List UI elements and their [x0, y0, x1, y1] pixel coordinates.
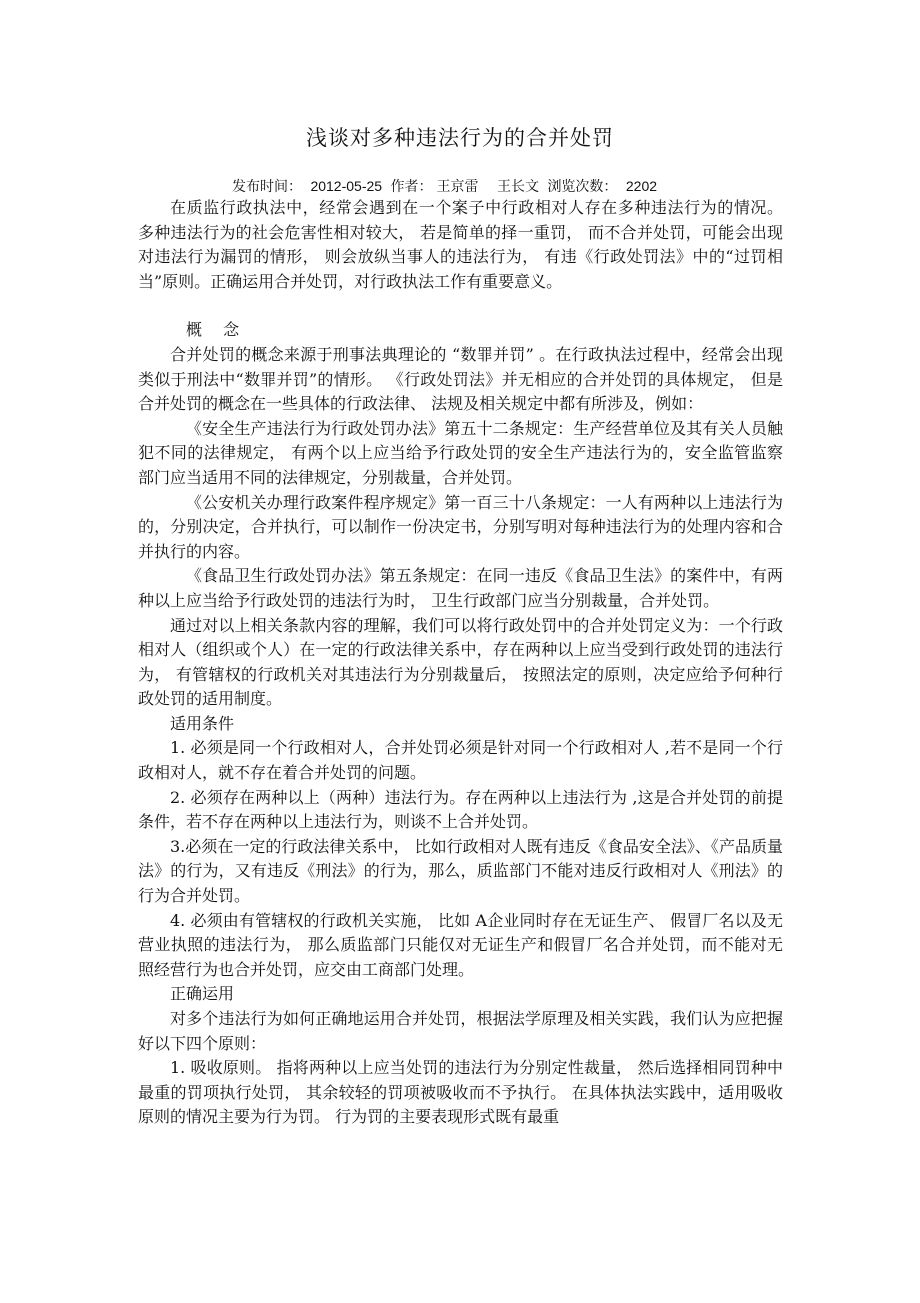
publish-date: 2012-05-25 [310, 178, 383, 194]
article-title: 浅谈对多种违法行为的合并处罚 [306, 126, 614, 150]
views-label: 浏览次数： [547, 179, 618, 195]
heading-concept: 概 念 [186, 320, 240, 340]
article-meta [232, 176, 661, 196]
condition-4: 4. 必须由有管辖权的行政机关实施， 比如 A企业同时存在无证生产、 假冒厂名以及无营业执照的违法行为， 那么质监部门只能仅对无证生产和假冒厂名合并处罚，而不能对无照经营行为也合并处罚，应交由工商部门处理。 [138, 910, 783, 979]
paragraph-intro: 在质监行政执法中，经常会遇到在一个案子中行政相对人存在多种违法行为的情况。 多种违法行为的社会危害性相对较大， 若是简单的择一重罚， 而不合并处罚，可能会出现对违法行为漏罚的情形， 则会放纵当事人的违法行为， 有违《行政处罚法》中的“过罚相当”原则。正确运用合并处罚，对行政执法工作有重要意义。 [138, 198, 783, 291]
author-label: 作者： [390, 179, 433, 195]
paragraph-definition: 通过对以上相关条款内容的理解，我们可以将行政处罚中的合并处罚定义为：一个行政相对人（组织或个人）在一定的行政法律关系中，存在两种以上应当受到行政处罚的违法行为， 有管辖权的行政机关对其违法行为分别裁量后， 按照法定的原则，决定应给予何种行政处罚的适用制度。 [138, 615, 783, 709]
paragraph-law-2: 《公安机关办理行政案件程序规定》第一百三十八条规定：一人有两种以上违法行为的，分别决定，合并执行，可以制作一份决定书，分别写明对每种违法行为的处理内容和合并执行的内容。 [138, 492, 783, 561]
heading-usage: 正确运用 [170, 984, 235, 1004]
views-count: 2202 [625, 178, 658, 194]
condition-1: 1. 必须是同一个行政相对人，合并处罚必须是针对同一个行政相对人 ,若不是同一个行政相对人，就不存在着合并处罚的问题。 [138, 738, 783, 783]
principle-1: 1. 吸收原则。 指将两种以上应当处罚的违法行为分别定性裁量， 然后选择相同罚种中最重的罚项执行处罚， 其余较轻的罚项被吸收而不予执行。 在具体执法实践中，适用吸收原则的情况主要为行为罚。 行为罚的主要表现形式既有最重 [138, 1058, 783, 1127]
publish-date-label: 发布时间： [232, 179, 302, 195]
heading-conditions: 适用条件 [170, 713, 235, 733]
paragraph-law-3: 《食品卫生行政处罚办法》第五条规定：在同一违反《食品卫生法》的案件中，有两种以上应当给予行政处罚的违法行为时， 卫生行政部门应当分别裁量，合并处罚。 [138, 566, 783, 610]
article-body [138, 196, 783, 1130]
condition-2: 2. 必须存在两种以上（两种）违法行为。存在两种以上违法行为 ,这是合并处罚的前提条件，若不存在两种以上违法行为，则谈不上合并处罚。 [138, 787, 783, 832]
paragraph-usage: 对多个违法行为如何正确地运用合并处罚，根据法学原理及相关实践，我们认为应把握好以下四个原则： [138, 1009, 783, 1053]
condition-3: 3.必须在一定的行政法律关系中， 比如行政相对人既有违反《食品安全法》、《产品质量法》的行为，又有违反《刑法》的行为，那么，质监部门不能对违反行政相对人《刑法》的行为合并处罚。 [138, 836, 783, 906]
blank-line [138, 294, 783, 318]
paragraph-concept: 合并处罚的概念来源于刑事法典理论的 “数罪并罚” 。在行政执法过程中，经常会出现类似于刑法中“数罪并罚”的情形。 《行政处罚法》并无相应的合并处罚的具体规定， 但是合并处罚的概念在一些具体的行政法律、 法规及相关规定中都有所涉及，例如： [138, 344, 783, 414]
author-names: 王京雷 王长文 [436, 179, 539, 195]
paragraph-law-1: 《安全生产违法行为行政处罚办法》第五十二条规定：生产经营单位及其有关人员触犯不同的法律规定， 有两个以上应当给予行政处罚的安全生产违法行为的，安全监管监察部门应当适用不同的法律规定，分别裁量，合并处罚。 [138, 418, 783, 487]
